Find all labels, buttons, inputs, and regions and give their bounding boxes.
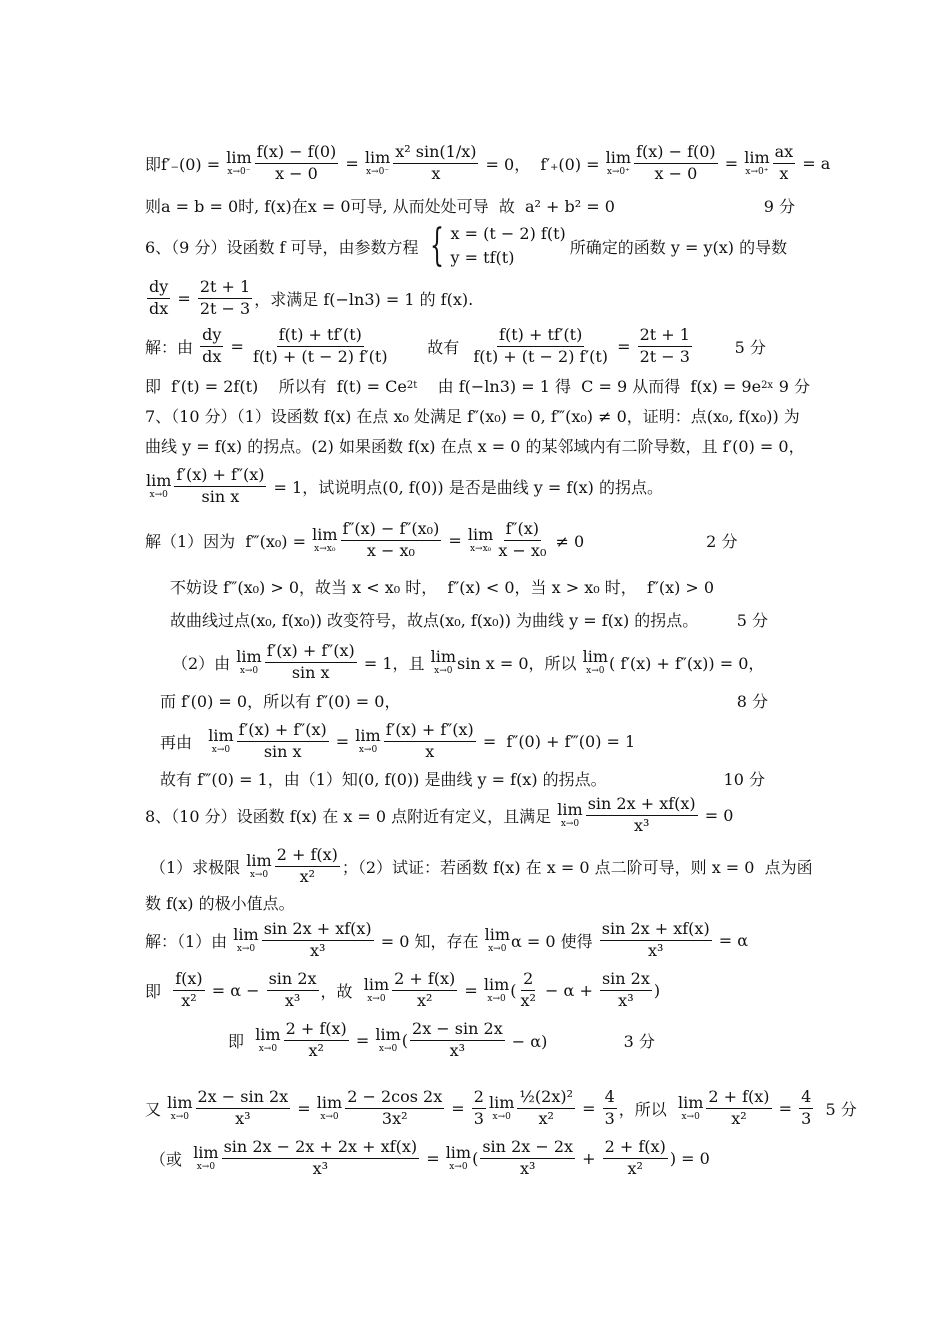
text-run: = 0 知，存在 — [375, 931, 484, 951]
numerator: x² sin(1/x) — [393, 143, 478, 163]
fraction — [517, 1088, 575, 1128]
text-run: = — [421, 1148, 445, 1168]
numerator: sin 2x — [267, 970, 319, 990]
denominator: 3 — [801, 1108, 812, 1128]
lim-subscript: x→0 — [320, 1111, 339, 1122]
text-line — [145, 1080, 857, 1136]
lim-word: lim — [605, 147, 632, 167]
denominator: x³ — [519, 1158, 536, 1178]
system-row: y = tf(t) — [450, 248, 515, 267]
text-run: = — [292, 1098, 316, 1118]
numerator: ½(2x)² — [517, 1088, 575, 1108]
numerator: sin 2x − 2x + 2x + xf(x) — [222, 1138, 420, 1158]
numerator: f′(x) + f″(x) — [265, 642, 357, 662]
text-run: 解：由 — [145, 337, 199, 357]
fraction — [267, 970, 319, 1010]
text-run: 曲线 y = f(x) 的拐点。(2) 如果函数 f(x) 在点 x = 0 的某邻域内有二阶导数，且 f′(0) = 0， — [145, 436, 805, 456]
lim-subscript: x→0 — [492, 1111, 511, 1122]
text-run: 数 f(x) 的极小值点。 — [145, 893, 295, 913]
lim-subscript: x→0 — [367, 993, 386, 1004]
text-run: 7、（10 分）（1）设函数 f(x) 在点 x₀ 处满足 f″(x₀) = 0, f‴(x₀) ≠ 0，证明：点(x₀, f(x₀)) 为 — [145, 406, 800, 426]
text-run: （1）求极限 — [150, 857, 246, 877]
fraction — [284, 1020, 349, 1060]
denominator: 3x² — [381, 1108, 408, 1128]
text-run: 故曲线过点(x₀, f(x₀)) 改变符号，故点(x₀, f(x₀)) 为曲线 y = f(x) 的拐点。 — [170, 610, 699, 630]
text-run: = — [612, 336, 636, 356]
lim-word: lim — [226, 147, 252, 167]
limit-operator — [467, 524, 494, 554]
denominator: x − 0 — [275, 163, 318, 183]
denominator: f(t) + (t − 2) f′(t) — [252, 346, 388, 366]
denominator: x³ — [449, 1040, 466, 1060]
lim-word: lim — [312, 524, 338, 544]
numerator: 2 + f(x) — [706, 1088, 771, 1108]
text-line — [145, 218, 810, 274]
lim-word: lim — [483, 974, 510, 994]
denominator: x² — [627, 1158, 643, 1178]
text-run: 由 f(−ln3) = 1 得 C = 9 从而得 f(x) = 9e — [417, 376, 762, 396]
limit-operator — [226, 147, 252, 177]
limit-operator — [744, 147, 770, 177]
score-mark: 9 分 — [763, 196, 795, 216]
text-run: 则a = b = 0时, f(x)在x = 0可导, 从而处处可导 故 a² + b² = 0 — [145, 196, 615, 216]
denominator: x − x₀ — [366, 540, 415, 560]
lim-word: lim — [233, 924, 259, 944]
denominator: x² — [181, 990, 197, 1010]
text-run: = — [172, 288, 196, 308]
denominator: x³ — [235, 1108, 251, 1128]
denominator: x² — [731, 1108, 747, 1128]
lim-word: lim — [484, 924, 510, 944]
numerator: f″(x) − f″(x₀) — [341, 520, 442, 540]
text-run: ( — [472, 1148, 479, 1168]
fraction — [198, 278, 252, 318]
numerator: dy — [147, 278, 170, 298]
text-run: 6、（9 分）设函数 f 可导，由参数方程 — [145, 237, 419, 257]
text-run: ) = 0 — [669, 1148, 710, 1168]
fraction — [519, 970, 538, 1010]
denominator: x² — [416, 990, 433, 1010]
equation-system — [423, 222, 566, 270]
lim-word: lim — [316, 1092, 343, 1112]
denominator: dx — [202, 346, 222, 366]
lim-subscript: x→0⁻ — [365, 166, 390, 177]
limit-operator — [375, 1024, 401, 1054]
lim-subscript: x→0 — [170, 1111, 189, 1122]
fraction — [600, 970, 652, 1010]
text-run: = a — [797, 153, 831, 173]
fraction — [222, 1138, 420, 1178]
text-run: 8、（10 分）设函数 f(x) 在 x = 0 点附近有定义，且满足 — [145, 806, 557, 826]
fraction — [600, 920, 712, 960]
text-run: （2）由 — [172, 653, 236, 673]
text-run: （或 — [150, 1149, 193, 1169]
limit-operator — [363, 974, 390, 1004]
lim-word: lim — [677, 1092, 704, 1112]
text-line — [150, 1130, 795, 1186]
fraction — [410, 1020, 505, 1060]
denominator: x² — [308, 1040, 324, 1060]
lim-word: lim — [246, 850, 272, 870]
lim-word: lim — [744, 147, 770, 167]
fraction — [341, 520, 442, 560]
limit-operator — [233, 924, 259, 954]
text-run: = 0， f′₊(0) = — [480, 154, 605, 174]
superscript: 2x — [761, 379, 774, 391]
text-run: ，求满足 f(−ln3) = 1 的 f(x). — [254, 289, 474, 309]
lim-subscript: x→0 — [487, 993, 506, 1004]
numerator: 4 — [799, 1088, 813, 1108]
lim-subscript: x→0 — [239, 665, 259, 676]
lim-word: lim — [375, 1024, 401, 1044]
text-run: 故有 — [391, 337, 470, 357]
text-line — [228, 1012, 795, 1068]
numerator: f(x) − f(0) — [634, 143, 718, 163]
fraction — [480, 1138, 575, 1178]
limit-operator — [255, 1024, 281, 1054]
text-run: = — [443, 530, 467, 550]
lim-subscript: x→0 — [449, 1161, 468, 1172]
numerator: 2x − sin 2x — [410, 1020, 505, 1040]
lim-word: lim — [167, 1092, 193, 1112]
text-run: = 1，且 — [358, 653, 430, 673]
denominator: x³ — [284, 990, 301, 1010]
denominator: x³ — [309, 940, 326, 960]
limit-operator — [193, 1142, 219, 1172]
lim-word: lim — [355, 725, 381, 745]
text-run: = — [719, 153, 744, 173]
limit-operator — [312, 524, 338, 554]
numerator: sin 2x — [600, 970, 652, 990]
numerator: 2 + f(x) — [392, 970, 457, 990]
text-run: 即 — [228, 1031, 255, 1051]
text-run: 5 分 — [815, 1099, 857, 1119]
numerator: f′(x) + f″(x) — [237, 721, 329, 741]
numerator: 2 — [472, 1088, 486, 1108]
limit-operator — [146, 470, 172, 500]
superscript: 2t — [406, 379, 418, 391]
text-run: 即 — [145, 981, 172, 1001]
denominator: 3 — [604, 1108, 615, 1128]
fraction — [586, 795, 698, 835]
text-run: = 1，试说明点(0, f(0)) 是否是曲线 y = f(x) 的拐点。 — [268, 477, 663, 497]
lim-subscript: x→0 — [258, 1043, 278, 1054]
text-run: 解：（1）由 — [145, 931, 233, 951]
numerator: dy — [200, 326, 223, 346]
text-line — [145, 458, 810, 514]
text-run: 再由 — [160, 732, 208, 752]
numerator: sin 2x + xf(x) — [600, 920, 712, 940]
text-line — [145, 962, 795, 1018]
lim-subscript: x→0 — [488, 943, 507, 954]
text-run: 而 f′(0) = 0，所以有 f″(0) = 0， — [160, 691, 401, 711]
limit-operator — [484, 924, 510, 954]
lim-subscript: x→0 — [434, 665, 453, 676]
fraction — [147, 278, 170, 318]
lim-subscript: x→0 — [358, 744, 378, 755]
fraction — [173, 970, 204, 1010]
score-mark: 10 分 — [723, 769, 765, 789]
numerator: sin 2x + xf(x) — [262, 920, 374, 940]
denominator: x — [779, 163, 789, 183]
denominator: x − x₀ — [498, 540, 547, 560]
text-run: sin x = 0，所以 — [457, 653, 582, 673]
limit-operator — [605, 147, 632, 177]
text-run: + — [577, 1148, 601, 1168]
numerator: 2 + f(x) — [275, 846, 340, 866]
text-run: = — [350, 1030, 375, 1050]
denominator: x³ — [647, 940, 664, 960]
fraction — [472, 1088, 486, 1128]
lim-word: lim — [363, 974, 390, 994]
fraction — [603, 1088, 617, 1128]
text-run: = — [340, 153, 364, 173]
numerator: ax — [773, 143, 796, 163]
denominator: 3 — [473, 1108, 484, 1128]
numerator: f′(x) + f″(x) — [174, 466, 266, 486]
numerator: 2t + 1 — [198, 278, 252, 298]
lim-word: lim — [445, 1142, 472, 1162]
numerator: f″(x) — [504, 520, 541, 540]
text-run: − α + — [539, 980, 598, 1000]
text-run: ；（2）试证：若函数 f(x) 在 x = 0 点二阶可导，则 x = 0 点为函 — [341, 857, 813, 877]
lim-word: lim — [236, 646, 262, 666]
text-run: 又 — [145, 1099, 167, 1119]
denominator: 2t − 3 — [639, 346, 690, 366]
lim-subscript: x→0 — [149, 489, 168, 500]
text-run: = — [459, 980, 483, 1000]
text-run: = — [577, 1098, 601, 1118]
lim-subscript: x→0 — [560, 818, 580, 829]
text-run: ，故 — [320, 981, 363, 1001]
denominator: x³ — [312, 1158, 329, 1178]
numerator: 2 + f(x) — [284, 1020, 349, 1040]
text-run: 解（1）因为 f‴(x₀) = — [145, 531, 312, 551]
numerator: 2x − sin 2x — [196, 1088, 291, 1108]
fraction — [262, 920, 374, 960]
lim-word: lim — [193, 1142, 219, 1162]
denominator: x² — [520, 990, 536, 1010]
text-run: = — [446, 1098, 470, 1118]
text-run: = α — [713, 930, 749, 950]
text-run: ( — [401, 1030, 409, 1050]
lim-subscript: x→0⁺ — [745, 166, 769, 177]
text-run: = — [330, 731, 355, 751]
lim-word: lim — [488, 1092, 515, 1112]
text-run: ( f′(x) + f″(x)) = 0， — [609, 653, 765, 673]
numerator: 2 + f(x) — [603, 1138, 668, 1158]
lim-word: lim — [430, 646, 456, 666]
numerator: f(t) + tf′(t) — [497, 326, 584, 346]
text-run: α = 0 使得 — [510, 931, 598, 951]
text-run: ( — [510, 980, 517, 1000]
text-run: 故有 f‴(0) = 1，由（1）知(0, f(0)) 是曲线 y = f(x) 的拐点。 — [160, 769, 607, 789]
lim-subscript: x→0 — [211, 744, 231, 755]
lim-subscript: x→0 — [586, 665, 605, 676]
text-line — [145, 912, 795, 968]
lim-word: lim — [582, 646, 608, 666]
numerator: f(t) + tf′(t) — [277, 326, 364, 346]
denominator: sin x — [263, 741, 302, 761]
text-run: = f″(0) + f‴(0) = 1 — [477, 731, 636, 751]
denominator: sin x — [201, 486, 240, 506]
limit-operator — [483, 974, 510, 1004]
text-run: ，所以 — [618, 1099, 677, 1119]
denominator: x² — [299, 866, 315, 886]
lim-subscript: x→0⁻ — [227, 166, 251, 177]
text-run: 即 f′(t) = 2f(t) 所以有 f(t) = Ce — [145, 376, 407, 396]
numerator: f′(x) + f″(x) — [384, 721, 476, 741]
denominator: x — [431, 163, 441, 183]
lim-subscript: x→x₀ — [469, 543, 492, 554]
lim-word: lim — [255, 1024, 281, 1044]
score-mark: 9 分 — [778, 376, 810, 396]
lim-subscript: x→0 — [196, 1161, 216, 1172]
limit-operator — [445, 1142, 472, 1172]
denominator: x³ — [618, 990, 634, 1010]
text-run: ) — [653, 980, 661, 1000]
text-run: = 0 — [699, 805, 734, 825]
text-run: 即f′₋(0) = — [145, 154, 226, 174]
text-run: = α − — [206, 980, 265, 1000]
numerator: 2t + 1 — [638, 326, 692, 346]
fraction — [603, 1138, 668, 1178]
denominator: x³ — [633, 815, 650, 835]
fraction — [345, 1088, 444, 1128]
denominator: x — [425, 741, 435, 761]
numerator: 4 — [603, 1088, 617, 1108]
numerator: 2 — [521, 970, 535, 990]
text-run: ≠ 0 2 分 — [550, 531, 738, 551]
text-run: = — [773, 1098, 798, 1118]
limit-operator — [167, 1092, 193, 1122]
score-mark: 8 分 — [736, 691, 768, 711]
numerator: sin 2x + xf(x) — [586, 795, 698, 815]
limit-operator — [364, 147, 391, 177]
denominator: x − 0 — [654, 163, 698, 183]
lim-subscript: x→0 — [236, 943, 256, 954]
limit-operator — [316, 1092, 343, 1122]
denominator: f(t) + (t − 2) f′(t) — [473, 346, 609, 366]
numerator: 2 − 2cos 2x — [345, 1088, 444, 1108]
numerator: f(x) − f(0) — [255, 143, 339, 163]
fraction — [196, 1088, 291, 1128]
brace-icon: { — [429, 220, 444, 271]
denominator: 2t − 3 — [199, 298, 251, 318]
numerator: f(x) — [173, 970, 204, 990]
lim-word: lim — [467, 524, 494, 544]
lim-subscript: x→0⁺ — [606, 166, 630, 177]
limit-operator — [557, 799, 583, 829]
score-mark: 5 分 — [736, 610, 768, 630]
system-row: x = (t − 2) f(t) — [450, 224, 566, 243]
text-line — [145, 787, 795, 843]
fraction — [496, 520, 548, 560]
fraction — [799, 1088, 813, 1128]
lim-subscript: x→x₀ — [314, 543, 336, 554]
text-run: 所确定的函数 y = y(x) 的导数 — [569, 237, 788, 257]
lim-word: lim — [208, 725, 234, 745]
text-run: 不妨设 f‴(x₀) > 0，故当 x < x₀ 时， f″(x) < 0，当 x > x₀ 时， f″(x) > 0 — [170, 577, 715, 597]
lim-word: lim — [557, 799, 583, 819]
system-rows — [451, 222, 566, 270]
text-run: 5 分 — [693, 337, 766, 357]
denominator: sin x — [291, 662, 330, 682]
limit-operator — [677, 1092, 704, 1122]
fraction — [392, 970, 457, 1010]
lim-subscript: x→0 — [681, 1111, 700, 1122]
denominator: dx — [149, 298, 169, 318]
fraction — [174, 466, 266, 506]
lim-subscript: x→0 — [249, 869, 269, 880]
text-run: − α) 3 分 — [506, 1031, 655, 1051]
numerator: sin 2x − 2x — [480, 1138, 575, 1158]
lim-subscript: x→0 — [378, 1043, 398, 1054]
fraction — [706, 1088, 771, 1128]
lim-word: lim — [364, 147, 391, 167]
text-run: = — [225, 336, 249, 356]
limit-operator — [488, 1092, 515, 1122]
lim-word: lim — [146, 470, 172, 490]
denominator: x² — [538, 1108, 554, 1128]
